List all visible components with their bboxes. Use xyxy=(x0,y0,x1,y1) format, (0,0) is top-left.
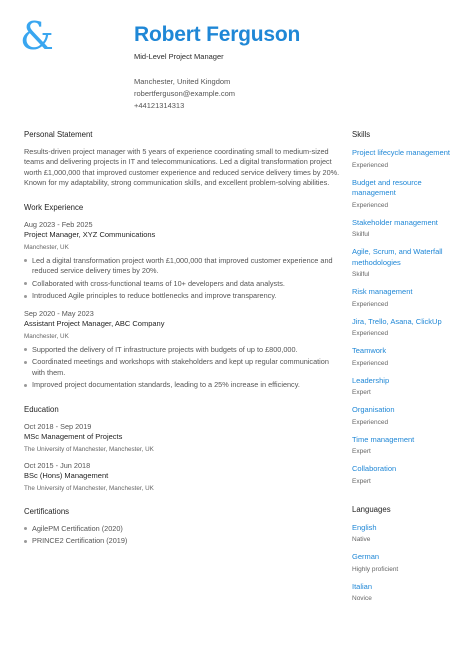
language-list xyxy=(352,523,456,604)
skill-level: Experienced xyxy=(352,418,389,426)
bullet-item: Coordinated meetings and workshops with stakeholders and kept up regular communication with them. xyxy=(24,357,342,378)
language-level: Native xyxy=(352,536,371,543)
skill-level: Expert xyxy=(352,477,371,485)
skill-item xyxy=(352,405,456,427)
ampersand-logo-icon: & xyxy=(20,14,54,58)
skill-name: Jira, Trello, Asana, ClickUp xyxy=(352,316,442,326)
skill-item xyxy=(352,435,456,457)
certification-item: AgilePM Certification (2020) xyxy=(24,524,342,534)
skill-name: Stakeholder management xyxy=(352,217,438,227)
skill-item xyxy=(352,464,456,486)
main-column xyxy=(24,130,342,549)
bullet-item: Supported the delivery of IT infrastructure projects with budgets of up to £800,000. xyxy=(24,345,342,355)
skill-level: Experienced xyxy=(352,161,389,169)
candidate-name: Robert Ferguson xyxy=(134,23,301,46)
skill-item xyxy=(352,287,456,309)
skill-name: Collaboration xyxy=(352,464,397,473)
education-entry xyxy=(24,461,342,493)
skill-name: Time management xyxy=(352,434,415,444)
language-item xyxy=(352,582,456,604)
skill-item xyxy=(352,218,456,240)
skill-level: Experienced xyxy=(352,300,389,308)
bullet-item: Improved project documentation standards, leading to a 25% increase in efficiency. xyxy=(24,380,342,390)
bullet-item: Introduced Agile principles to reduce bottlenecks and improve transparency. xyxy=(24,291,342,301)
skill-item xyxy=(352,346,456,368)
language-item xyxy=(352,552,456,574)
education-dates: Oct 2015 - Jun 2018 xyxy=(24,460,91,470)
skill-level: Experienced xyxy=(352,330,389,337)
education-section xyxy=(24,405,342,493)
section-title-languages: Languages xyxy=(352,504,391,514)
education-degree: MSc Management of Projects xyxy=(24,431,123,441)
resume-header xyxy=(134,22,454,112)
skill-name: Teamwork xyxy=(352,346,387,355)
job-location: Manchester, UK xyxy=(24,332,69,340)
skill-name: Budget and resource management xyxy=(352,177,422,197)
education-entry xyxy=(24,422,342,454)
contact-email: robertferguson@example.com xyxy=(134,89,235,98)
statement-text: Results-driven project manager with 5 years of experience coordinating small to medium-sized teams and delivering projects in IT and telecommunications. Led a digital transformation project worth £1,000,000 that improved customer experience and reduced service delivery times by 20%. Known for my adaptability, strong communication skills, and excellent problem-solving abilities. xyxy=(24,147,340,188)
skill-name: Organisation xyxy=(352,405,395,414)
sidebar-column xyxy=(352,130,456,603)
certifications-section xyxy=(24,507,342,547)
certification-item: PRINCE2 Certification (2019) xyxy=(24,536,342,546)
job-entry xyxy=(24,220,342,302)
job-dates: Sep 2020 - May 2023 xyxy=(24,308,94,318)
skill-level: Experienced xyxy=(352,201,389,209)
skill-name: Leadership xyxy=(352,375,390,385)
skill-level: Expert xyxy=(352,389,371,396)
language-item xyxy=(352,523,456,545)
education-school: The University of Manchester, Manchester, UK xyxy=(24,445,154,453)
section-title-experience: Work Experience xyxy=(24,202,84,212)
skill-level: Expert xyxy=(352,448,371,455)
education-dates: Oct 2018 - Sep 2019 xyxy=(24,421,92,431)
skill-item xyxy=(352,317,456,339)
skill-list xyxy=(352,148,456,486)
section-title-certifications: Certifications xyxy=(24,506,70,516)
skill-name: Risk management xyxy=(352,287,413,296)
skill-level: Experienced xyxy=(352,359,389,367)
bullet-item: Led a digital transformation project worth £1,000,000 that improved customer experience and reduced service delivery times by 20%. xyxy=(24,256,342,277)
job-entry xyxy=(24,309,342,391)
language-name: Italian xyxy=(352,581,373,591)
work-experience-section xyxy=(24,203,342,391)
education-degree: BSc (Hons) Management xyxy=(24,470,109,480)
contact-info xyxy=(134,76,454,112)
section-title-statement: Personal Statement xyxy=(24,130,93,139)
candidate-role: Mid-Level Project Manager xyxy=(134,52,224,61)
language-level: Highly proficient xyxy=(352,565,399,573)
job-title: Project Manager, XYZ Communications xyxy=(24,229,156,239)
skill-item xyxy=(352,148,456,170)
skill-item xyxy=(352,376,456,398)
skill-item xyxy=(352,178,456,210)
skill-level: Skilful xyxy=(352,271,370,278)
contact-location: Manchester, United Kingdom xyxy=(134,77,231,86)
bullet-item: Collaborated with cross-functional teams of 10+ developers and data analysts. xyxy=(24,279,342,289)
section-title-skills: Skills xyxy=(352,130,371,139)
personal-statement-section xyxy=(24,130,342,189)
job-bullets xyxy=(24,345,342,391)
contact-phone: +44121314313 xyxy=(134,101,185,110)
job-dates: Aug 2023 - Feb 2025 xyxy=(24,219,93,229)
language-name: English xyxy=(352,522,377,532)
job-bullets xyxy=(24,256,342,302)
language-name: German xyxy=(352,552,380,561)
skill-item xyxy=(352,247,456,279)
education-school: The University of Manchester, Manchester, UK xyxy=(24,484,154,492)
job-location: Manchester, UK xyxy=(24,243,69,251)
language-level: Novice xyxy=(352,595,372,602)
skill-name: Agile, Scrum, and Waterfall methodologies xyxy=(352,247,443,267)
skill-name: Project lifecycle management xyxy=(352,148,450,157)
certification-list xyxy=(24,524,342,547)
section-title-education: Education xyxy=(24,404,59,414)
job-title: Assistant Project Manager, ABC Company xyxy=(24,318,165,328)
skill-level: Skilful xyxy=(352,231,370,238)
